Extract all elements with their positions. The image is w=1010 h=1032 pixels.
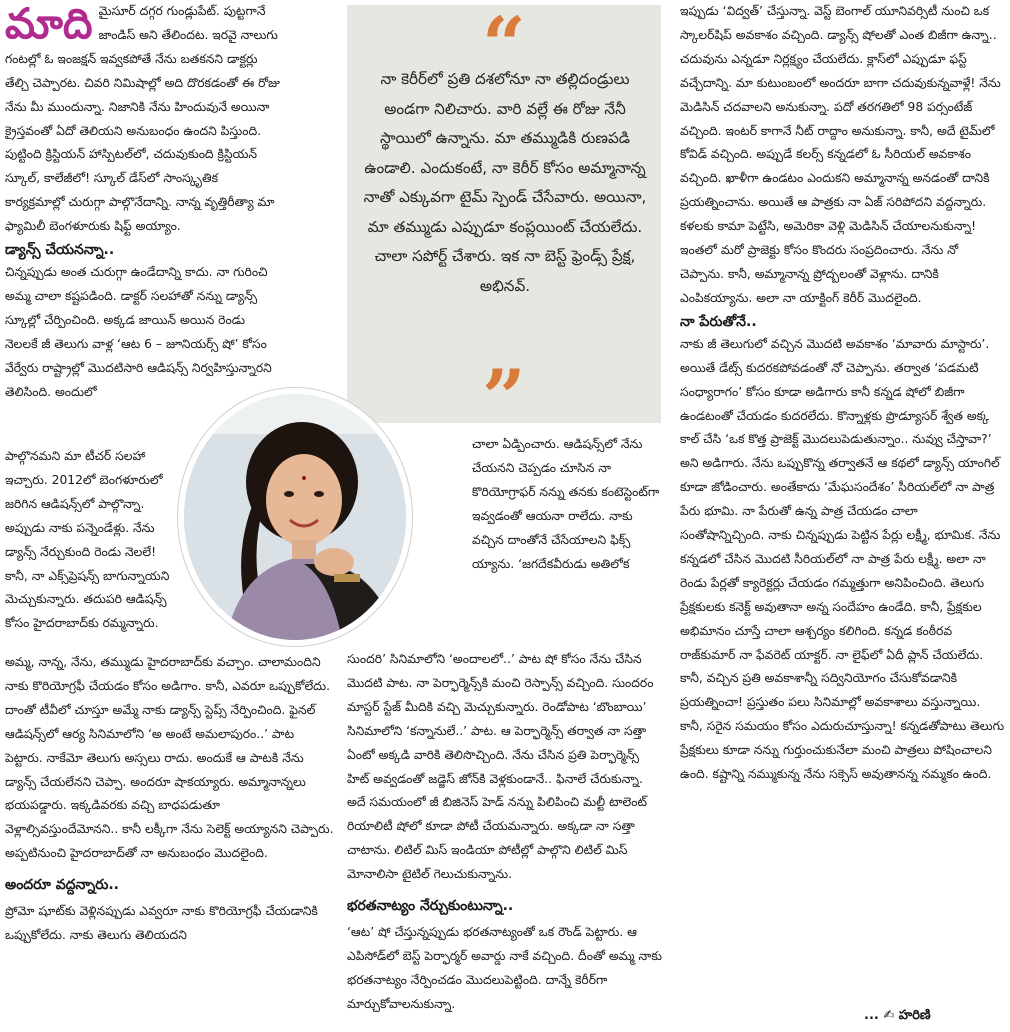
column-left <box>5 0 280 405</box>
portrait-photo <box>178 388 412 646</box>
paragraph-studies: ఇప్పుడు ‘విద్వత్’ చేస్తున్నా. వెస్ట్ బెంగాల్ యూనివర్సిటీ నుంచి ఒక స్కాలర్‌షిప్ అవకాశం వచ్చింది. డ్యాన్స్ షోలతో ఎంత బిజీగా ఉన్నా.. చదువును ఎన్నడూ నిర్లక్ష్యం చేయలేదు. క్లాస్‌లో ఎప్పుడూ ఫస్ట్ వచ్చేదాన్ని. మా కుటుంబంలో అందరూ బాగా చదువుకున్నవాళ్లే! నేను మెడిసిన్ చదవాలని అనుకున్నా. పదో తరగతిలో 98 పర్సంటేజ్ వచ్చింది. ఇంటర్ కాగానే నీట్ రాద్దాం అనుకున్నా. కానీ, అదే టైమ్‌లో కోవిడ్ వచ్చింది. అప్పుడే కలర్స్ కన్నడలో ఓ సీరియల్ అవకాశం వచ్చింది. ఖాళీగా ఉండటం ఎందుకని అమ్మానాన్న అనడంతో దానికి ప్రయత్నించాను. అయితే ఆ పాత్రకు నా ఏజ్ సరిపోదని వద్దన్నారు. కళలకు కామా పెట్టేసి, అమెరికా వెళ్లి మెడిసిన్ చేయాలనుకున్నా! ఇంతలో మరో ప్రాజెక్టు కోసం కొందరు సంప్రదించారు. నేను నో చెప్పాను. కానీ, అమ్మానాన్న ప్రోద్బలంతో వెళ్లాను. దానికి ఎంపికయ్యాను. అలా నా యాక్టింగ్ కెరీర్ మొదలైంది. <box>680 4 1001 305</box>
open-quote-icon: “ <box>482 0 526 89</box>
paragraph-career: నాకు జీ తెలుగులో వచ్చిన మొదటి అవకాశం ‘మావారు మాస్టారు’. అయితే డేట్స్ కుదరకపోవడంతో నో చెప్పాను. తర్వాత ‘పడమటి సంధ్యారాగం’ కోసం కూడా అడిగారు కానీ కన్నడ షోలో బిజీగా ఉండటంతో చేయడం కుదరలేదు. కొన్నాళ్లకు ప్రొడ్యూసర్ శ్వేత అక్క కాల్ చేసి ‘ఒక కొత్త ప్రాజెక్ట్ మొదలుపెడుతున్నాం.. నువ్వు చేస్తావా?’ అని అడిగారు. నేను ఒప్పుకొన్న తర్వాతనే ఆ కథలో డ్యాన్స్ యాంగిల్ కూడా జోడించారు. అంతేకాదు ‘మేఘసందేశం’ సీరియల్‌లో నా పాత్ర పేరు భూమి. నా పేరుతో ఉన్న పాత్ర చేయడం చాలా సంతోషాన్నిచ్చింది. నాకు చిన్నప్పుడు పెట్టిన పేర్లు లక్ష్మీ, భూమిక. నేను కన్నడలో చేసిన మొదటి సీరియల్‌లో నా పాత్ర పేరు లక్ష్మీ. అలా నా రెండు పేర్లతో క్యారెక్టర్లు చేయడం గమ్మత్తుగా అనిపించింది. తెలుగు ప్రేక్షకులకు కనెక్ట్ అవుతానా అన్న సందేహం ఉండేది. కానీ, ప్రేక్షకుల అభిమానం చూస్తే చాలా ఆశ్చర్యం కలిగింది. కన్నడ కంఠీరవ రాజ్‌కుమార్ నా ఫేవరెట్ యాక్టర్. నా లైఫ్‌లో ఏదీ ప్లాన్ చేయలేదు. కానీ, వచ్చిన ప్రతి అవకాశాన్నీ సద్వినియోగం చేసుకోవడానికి ప్రయత్నించా! ప్రస్తుతం పలు సినిమాల్లో అవకాశాలు వస్తున్నాయి. కానీ, సరైన సమయం కోసం ఎదురుచూస్తున్నా! కన్నడతోపాటు తెలుగు ప్రేక్షకులు కూడా నన్ను గుర్తుంచుకునేలా మంచి పాత్రలు పోషించాలని ఉంది. కష్టాన్ని నమ్ముకున్న నేను సక్సెస్ అవుతానన్న నమ్మకం ఉంది. <box>680 336 1005 782</box>
portrait-illustration <box>184 394 412 646</box>
section-heading-dance: డ్యాన్స్ చేయనన్నా.. <box>5 242 115 259</box>
pull-quote-box <box>347 0 661 442</box>
section-heading-bharatanatyam: భరతనాట్యం నేర్చుకుంటున్నా.. <box>347 898 514 915</box>
paragraph-audition: పాల్గొనమని మా టీచర్ సలహా ఇచ్చారు. 2012లో బెంగళూరులో జరిగిన ఆడిషన్స్‌లో పాల్గొన్నా. అప్పుడు నాకు పన్నెండేళ్లు. నేను డ్యాన్స్ నేర్చుకుంది రెండు నెలలే! కానీ, నా ఎక్స్‌ప్రెషన్స్ బాగున్నాయని మెచ్చుకున్నారు. తదుపరి ఆడిషన్స్ కోసం హైదరాబాద్‌కు రమ్మన్నారు. <box>5 449 170 631</box>
pen-icon: ✍ <box>883 1008 895 1023</box>
byline <box>864 1008 931 1026</box>
intro-paragraph: మాది మైసూర్ దగ్గర గుండ్లుపేట్. పుట్టగానే జాండిస్ అని తేలిందట. ఇరవై నాలుగు గంటల్లో ఓ ఇంజక్షన్ ఇవ్వకపోతే నేను బతకనని డాక్టర్లు తేల్చి చెప్పారట. చివరి నిమిషాల్లో అది దొరకడంతో ఈ రోజు నేను మీ ముందున్నా. నిజానికి నేను హిందువునే అయినా క్రైస్తవంతో ఏదో తెలియని అనుబంధం ఉందని పిస్తుంది. పుట్టింది క్రిస్టియన్ హాస్పిటల్‌లో, చదువుకుంది క్రిస్టియన్ స్కూల్, కాలేజీలో! స్కూల్ డేస్‌లో సాంస్కృతిక కార్యక్రమాల్లో చురుగ్గా పాల్గొనేదాన్ని. నాన్న వృత్తిరీత్యా మా ఫ్యామిలీ బెంగళూరుకు షిఫ్ట్ అయ్యాం. <box>5 0 280 234</box>
column-left-lower <box>5 651 335 948</box>
paragraph-performance: సుందరి’ సినిమాలోని ‘అందాలలో..’ పాట షో కోసం నేను చేసిన మొదటి పాట. నా పెర్ఫార్మెన్స్‌కి మంచి రెస్పాన్స్ వచ్చింది. సుందరం మాస్టర్ స్టేజ్ మీదికి వచ్చి మెచ్చుకున్నారు. రెండోపాట ‘బొంబాయి’ సినిమాలోని ‘కన్నానులే..’ పాట. ఆ పెర్ఫార్మెన్స్ తర్వాత నా సత్తా ఏంటో అక్కడి వారికి తెలిసొచ్చింది. నేను చేసిన ప్రతి పెర్ఫార్మెన్స్ హిట్ అవ్వడంతో జడ్జెస్ జోన్‌కి వెళ్లకుండానే.. ఫినాలే చేరుకున్నా. అదే సమయంలో జీ బిజినెస్ హెడ్ నన్ను పిలిపించి మల్టీ టాలెంట్ రియాలిటీ షోలో కూడా పోటీ చేయమన్నారు. అక్కడా నా సత్తా చాటాను. లిటిల్ మిస్ ఇండియా పోటీల్లో పాల్గొని లిటిల్ మిస్ మోనాలిసా టైటిల్ గెలుచుకున్నాను. <box>347 652 654 882</box>
paragraph-dance-school: చిన్నప్పుడు అంత చురుగ్గా ఉండేదాన్ని కాదు. నా గురించి అమ్మ చాలా కష్టపడింది. డాక్టర్ సలహాతో నన్ను డ్యాన్స్ స్కూల్లో చేర్పించింది. అక్కడ జాయిన్ అయిన రెండు నెలలకే జీ తెలుగు వాళ్ల ‘ఆట 6 – జూనియర్స్ షో’ కోసం వేర్వేరు రాష్ట్రాల్లో మొదటిసారి ఆడిషన్స్ నిర్వహిస్తున్నారని తెలిసింది. అందులో <box>5 265 272 399</box>
byline-dots: ... <box>864 1008 879 1023</box>
paragraph-choreographer: చాలా ఏడ్పించారు. ఆడిషన్స్‌లో నేను చేయనని చెప్పడం చూసిన నా కొరియోగ్రాఫర్ నన్ను తనకు కంటెస్టెంట్‌గా ఇవ్వడంతో ఆయనా రాలేదు. నాకు వచ్చిన దాంతోనే చేసేయాలని ఫిక్స్ య్యాను. ‘జగదేకవీరుడు అతిలోక <box>472 437 660 571</box>
column-right <box>680 0 1005 787</box>
paragraph-bharatanatyam: ‘ఆట’ షో చేస్తున్నప్పుడు భరతనాట్యంతో ఒక రౌండ్ పెట్టారు. ఆ ఎపిసోడ్‌లో బెస్ట్ పెర్ఫార్మర్ అవార్డు నాకే వచ్చింది. దీంతో అమ్మ నాకు భరతనాట్యం నేర్పించడం మొదలుపెట్టింది. దాన్నే కెరీర్‌గా మార్చుకోవాలనుకున్నా. <box>347 925 663 1011</box>
pull-quote-text: నా కెరీర్‌లో ప్రతి దశలోనూ నా తల్లిదండ్రులు అండగా నిలిచారు. వారి వల్లే ఈ రోజు నేనీ స్థాయిలో ఉన్నాను. మా తమ్ముడికి రుణపడి ఉండాలి. ఎందుకంటే, నా కెరీర్ కోసం అమ్మానాన్న నాతో ఎక్కువగా టైమ్ స్పెండ్ చేసేవారు. అయినా, మా తమ్ముడు ఎప్పుడూ కంప్లయింట్ చేయలేదు. చాలా సపోర్ట్ చేశారు. ఇక నా బెస్ట్ ఫ్రెండ్స్ ప్రేక్ష, అభినవ్. <box>363 70 647 295</box>
column-middle-lower <box>347 648 665 1017</box>
close-quote-icon: ” <box>482 353 526 442</box>
paragraph-promo: ప్రోమో షూట్‌కు వెళ్లినప్పుడు ఎవ్వరూ నాకు కొరియోగ్రఫీ చేయడానికి ఒప్పుకోలేదు. నాకు తెలుగు తెలియదని <box>5 904 318 943</box>
byline-author: హరిణి <box>898 1008 931 1023</box>
paragraph-hyderabad: అమ్మ, నాన్న, నేను, తమ్ముడు హైదరాబాద్‌కు వచ్చాం. చాలామందిని నాకు కొరియోగ్రఫీ చేయడం కోసం అడిగాం. కానీ, ఎవరూ ఒప్పుకోలేదు. దాంతో టీవీలో చూస్తూ అమ్మే నాకు డ్యాన్స్ స్టెప్స్ నేర్పించింది. ఫైనల్ ఆడిషన్స్‌లో ఆర్య సినిమాలోని ‘అ అంటే అమలాపురం..’ పాట పెట్టారు. నాకేమో తెలుగు అస్సలు రాదు. అందుకే ఆ పాటకి నేను డ్యాన్స్ చేయలేనని చెప్పా. అందరూ షాకయ్యారు. అమ్మానాన్నలు భయపడ్డారు. ఇక్కడివరకు వచ్చి బాధపడుతూ వెళ్లాల్సివస్తుందేమోనని.. కానీ లక్కీగా నేను సెలెక్ట్ అయ్యానని చెప్పారు. అప్పటినుంచి హైదరాబాద్‌తో నా అనుబంధం మొదలైంది. <box>5 655 334 861</box>
section-heading-same-name: నా పేరుతోనే.. <box>680 313 757 330</box>
drop-cap: మాది <box>5 0 93 48</box>
section-heading-refused: అందరూ వద్దన్నారు.. <box>5 877 120 894</box>
